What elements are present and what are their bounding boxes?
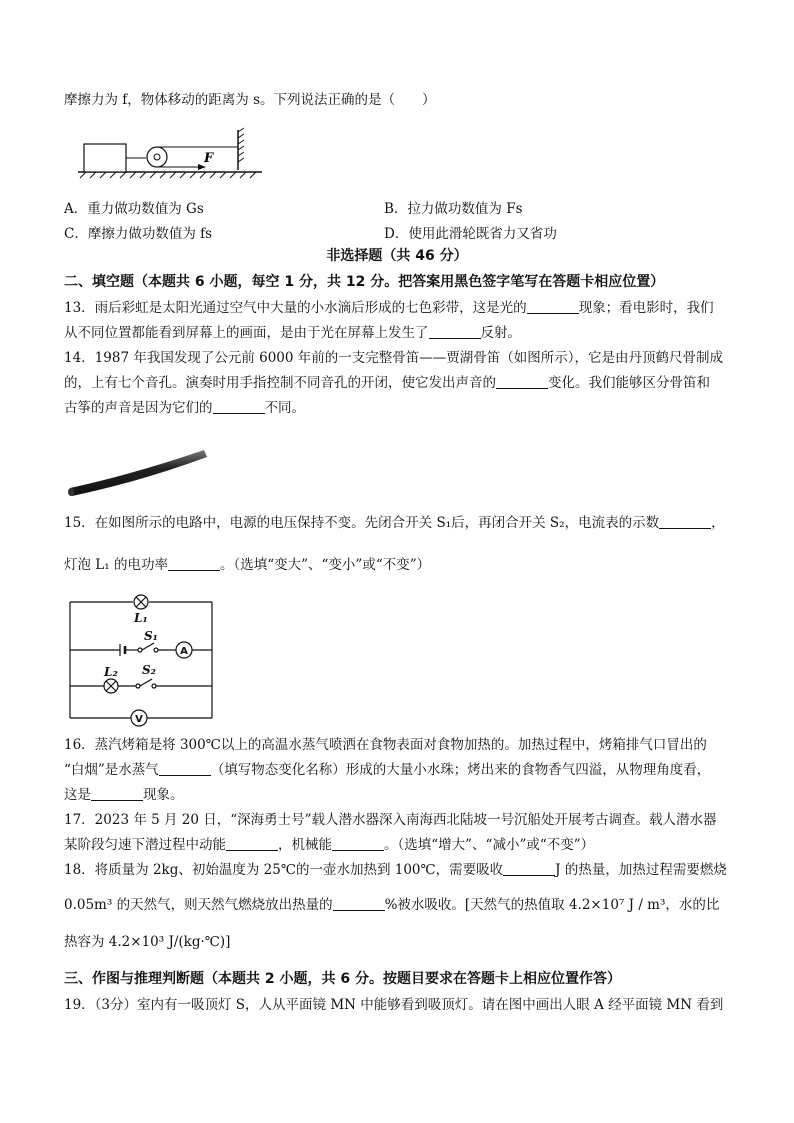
block bbox=[84, 144, 126, 172]
q18-line2: 0.05m³ 的天然气，则天然气燃烧放出热量的 %被水吸收。[天然气的热值取 4.2×10⁷ J / m³，水的比 bbox=[64, 897, 720, 913]
voltmeter-symbol: V bbox=[135, 714, 143, 725]
q18-line3: 热容为 4.2×10³ J/(kg·℃)] bbox=[64, 934, 231, 950]
blank bbox=[226, 836, 278, 851]
q16-line3: 这是 现象。 bbox=[64, 787, 184, 803]
blank bbox=[659, 514, 711, 529]
q14-line1: 14．1987 年我国发现了公元前 6000 年前的一支完整骨笛——贾湖骨笛（如图所示），它是由丹顶鹤尺骨制成 bbox=[64, 350, 724, 366]
blank bbox=[496, 374, 548, 389]
q15-line2: 灯泡 L₁ 的电功率 。（选填“变大”、“变小”或“不变”） bbox=[64, 557, 431, 573]
q19-line1: 19．（3分）室内有一吸顶灯 S，人从平面镜 MN 中能够看到吸顶灯。请在图中画出人眼 A 经平面镜 MN 看到 bbox=[64, 997, 724, 1013]
q14-line3: 古筝的声音是因为它们的 不同。 bbox=[64, 400, 305, 416]
pulley-wheel bbox=[147, 147, 167, 167]
q12-option-c: C．摩擦力做功数值为 fs bbox=[64, 226, 213, 242]
q16-line2: “白烟”是水蒸气 （填写物态变化名称）形成的大量小水珠；烤出来的食物香气四溢，从物理角度看， bbox=[64, 762, 711, 778]
q16-line1: 16．蒸汽烤箱是将 300℃以上的高温水蒸气喷洒在食物表面对食物加热的。加热过程中，烤箱排气口冒出的 bbox=[64, 737, 707, 753]
blank bbox=[91, 786, 143, 801]
blank bbox=[159, 761, 211, 776]
q12-option-d: D．使用此滑轮既省力又省功 bbox=[384, 226, 557, 242]
bone-flute-image bbox=[64, 440, 214, 500]
q13-line1: 13．雨后彩虹是太阳光通过空气中大量的小水滴后形成的七色彩带，这是光的 现象；看电影时，我们 bbox=[64, 300, 714, 316]
blank bbox=[503, 861, 555, 876]
q13-line2: 从不同位置都能看到屏幕上的画面，是由于光在屏幕上发生了 反射。 bbox=[64, 325, 521, 341]
circuit-diagram bbox=[60, 592, 220, 728]
q18-line1: 18．将质量为 2kg、初始温度为 25℃的一壶水加热到 100℃，需要吸收 J 的热量，加热过程需要燃烧 bbox=[64, 862, 727, 878]
section-title: 非选择题（共 46 分） bbox=[326, 248, 468, 264]
q15-line1: 15．在如图所示的电路中，电源的电压保持不变。先闭合开关 S₁后，再闭合开关 S₂，电流表的示数 ， bbox=[64, 515, 725, 531]
label-l1: L₁ bbox=[134, 611, 148, 625]
q12-stem-end: 摩擦力为 f，物体移动的距离为 s。下列说法正确的是（ ） bbox=[64, 92, 436, 108]
blank bbox=[168, 556, 220, 571]
q14-line2: 的，上有七个音孔。演奏时用手指控制不同音孔的开闭，使它发出声音的 变化。我们能够区分骨笛和 bbox=[64, 375, 710, 391]
q17-line2: 某阶段匀速下潜过程中动能 ，机械能 。（选填“增大”、“减小”或“不变”） bbox=[64, 837, 595, 853]
q12-option-a: A．重力做功数值为 Gs bbox=[64, 201, 204, 217]
ammeter-symbol: A bbox=[180, 646, 188, 657]
blank bbox=[527, 299, 579, 314]
blank bbox=[332, 836, 384, 851]
label-l2: L₂ bbox=[104, 665, 118, 679]
pulley-figure bbox=[70, 122, 270, 182]
label-s2: S₂ bbox=[142, 663, 156, 677]
q12-option-b: B．拉力做功数值为 Fs bbox=[384, 201, 523, 217]
blank bbox=[213, 399, 265, 414]
blank bbox=[429, 324, 481, 339]
force-label: F bbox=[204, 151, 214, 166]
q17-line1: 17．2023 年 5 月 20 日，“深海勇士号”载人潜水器深入南海西北陆坡一号沉船处开展考古调查。载人潜水器 bbox=[64, 812, 717, 828]
part2-title: 二、填空题（本题共 6 小题，每空 1 分，共 12 分。把答案用黑色签字笔写在答题卡相应位置） bbox=[64, 274, 665, 290]
part3-title: 三、作图与推理判断题（本题共 2 小题，共 6 分。按题目要求在答题卡上相应位置作答） bbox=[64, 971, 621, 987]
blank bbox=[333, 896, 385, 911]
label-s1: S₁ bbox=[144, 629, 158, 643]
